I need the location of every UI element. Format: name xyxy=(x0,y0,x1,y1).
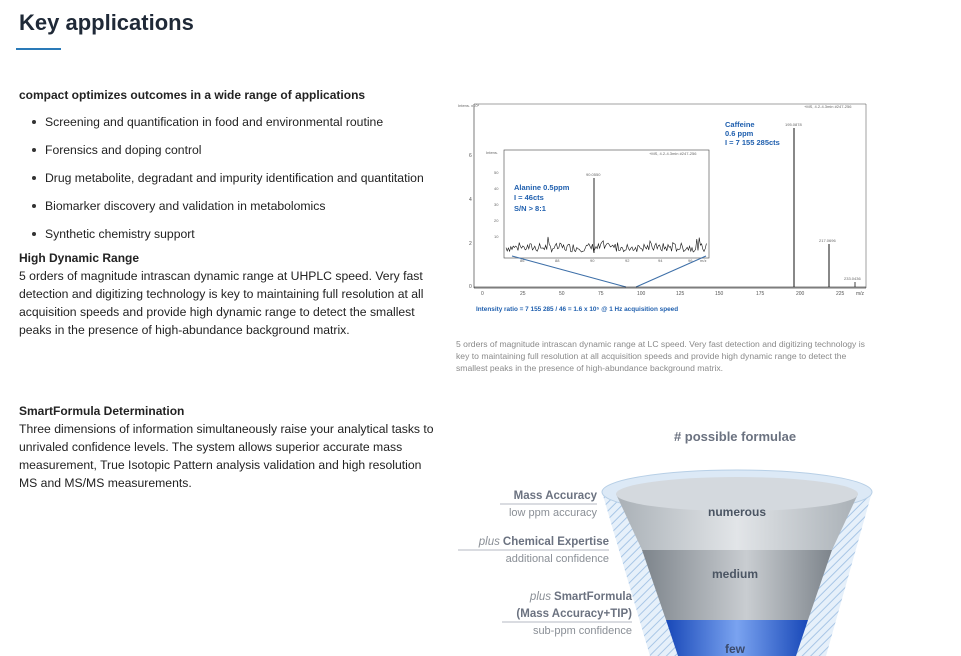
criterion-name xyxy=(529,591,633,603)
list-item: Drug metabolite, degradant and impurity identification and quantitation xyxy=(19,169,439,197)
section-body: Three dimensions of information simultaneously raise your analytical tasks to unrivaled confidence levels. The system allows superior accurate mass measurement, True Isotopic Pattern analysis validation and high resolution MS and MS/MS measurements. xyxy=(19,422,434,490)
applications-list xyxy=(19,113,439,253)
inset-header: +MS, 4.2-4.3min #247-256 xyxy=(649,151,697,156)
inset-y-tick: 40 xyxy=(494,186,499,191)
list-item: Biomarker discovery and validation in metabolomics xyxy=(19,197,439,225)
criterion-title: Chemical Expertise xyxy=(502,536,609,548)
inset-x-tick: 92 xyxy=(625,258,630,263)
x-tick: 200 xyxy=(796,291,805,297)
funnel-level-label: numerous xyxy=(707,505,767,519)
inset-y-tick: 10 xyxy=(494,234,499,239)
caffeine-ppm: 0.6 ppm xyxy=(725,129,754,138)
criterion-sub: additional confidence xyxy=(505,553,609,565)
title-underline xyxy=(16,48,61,50)
left-column xyxy=(19,86,439,339)
inset-x-tick: m/z xyxy=(700,258,707,263)
funnel-figure xyxy=(454,418,884,656)
inset-y-tick: 50 xyxy=(494,170,499,175)
x-tick: 225 xyxy=(836,291,845,297)
funnel-level-label: medium xyxy=(711,567,759,581)
inset-connector-left xyxy=(512,256,626,287)
page-title: Key applications xyxy=(19,10,194,35)
spectrum-header: +MS, 4.2-4.3min #247-256 xyxy=(804,104,852,109)
criterion-name xyxy=(478,536,609,548)
funnel-level-label: few xyxy=(724,642,746,656)
funnel-title: # possible formulae xyxy=(673,429,797,444)
high-dynamic-range-section xyxy=(19,249,439,339)
smartformula-section xyxy=(19,402,439,492)
criterion-name: Mass Accuracy xyxy=(513,490,597,502)
x-tick: 100 xyxy=(637,291,646,297)
alanine-sn: S/N > 8:1 xyxy=(514,204,546,213)
inset-connector-right xyxy=(636,256,706,287)
inset-x-tick: 94 xyxy=(658,258,663,263)
inset-y-axis-label: Intens. xyxy=(486,150,499,155)
x-tick: 50 xyxy=(559,291,565,297)
criterion-title: SmartFormula xyxy=(554,591,632,603)
section-body: 5 orders of magnitude intrascan dynamic range at UHPLC speed. Very fast detection and digitizing technology is key to maintaining full resolution at all acquisition speeds and provide high dynamic range to detect the smallest peaks in the presence of high-abundance background matrix. xyxy=(19,269,424,337)
alanine-intensity: I = 46cts xyxy=(514,193,544,202)
list-item: Forensics and doping control xyxy=(19,141,439,169)
x-tick: 175 xyxy=(756,291,765,297)
x-tick: 150 xyxy=(715,291,724,297)
caffeine-intensity: I = 7 155 285cts xyxy=(725,138,780,147)
inset-y-tick: 30 xyxy=(494,202,499,207)
section-heading: High Dynamic Range xyxy=(19,251,140,265)
funnel-level-mid xyxy=(642,550,832,620)
y-tick: 4 xyxy=(469,197,472,203)
criterion-sub: sub-ppm confidence xyxy=(532,625,632,637)
intro-text: compact optimizes outcomes in a wide range of applications xyxy=(19,88,366,102)
x-tick: 75 xyxy=(598,291,604,297)
criterion-prefix: plus xyxy=(529,591,552,603)
inset-x-tick: 90 xyxy=(590,258,595,263)
y-axis-label: Intens. x10⁶ xyxy=(458,103,480,108)
figure-caption: 5 orders of magnitude intrascan dynamic range at LC speed. Very fast detection and digitizing technology is key to maintaining full resolution at all acquisition speeds and provide high dynamic range to detect the smallest peaks in the presence of high-abundance background matrix. xyxy=(456,339,865,373)
caffeine-peak-label: 195.0878 xyxy=(785,122,802,127)
x-tick: m/z xyxy=(856,291,865,297)
criterion-prefix: plus xyxy=(478,536,500,548)
alanine-peak-label: 90.0550 xyxy=(586,172,601,177)
list-item: Screening and quantification in food and environmental routine xyxy=(19,113,439,141)
list-item: Synthetic chemistry support xyxy=(19,225,439,253)
criterion-sub: low ppm accuracy xyxy=(508,507,597,519)
inset-x-tick: 88 xyxy=(555,258,560,263)
x-tick: 0 xyxy=(481,291,484,297)
inset-x-tick: 96 xyxy=(688,258,693,263)
y-tick: 0 xyxy=(469,284,472,290)
x-tick: 125 xyxy=(676,291,685,297)
section-heading: SmartFormula Determination xyxy=(19,404,185,418)
alanine-name: Alanine 0.5ppm xyxy=(514,183,570,192)
criterion-name-2: (Mass Accuracy+TIP) xyxy=(516,608,632,620)
spectrum-figure xyxy=(454,98,874,320)
peak-233-label: 233.0436 xyxy=(844,276,861,281)
caffeine-name: Caffeine xyxy=(725,120,755,129)
intensity-ratio: Intensity ratio = 7 155 285 / 46 = 1.6 x 10⁵ @ 1 Hz acquisition speed xyxy=(476,306,679,313)
peak-217-label: 217.0696 xyxy=(819,238,836,243)
x-tick: 25 xyxy=(520,291,526,297)
inset-x-tick: 86 xyxy=(520,258,525,263)
inset-y-tick: 20 xyxy=(494,218,499,223)
y-tick: 2 xyxy=(469,241,472,247)
y-tick: 6 xyxy=(469,153,472,159)
